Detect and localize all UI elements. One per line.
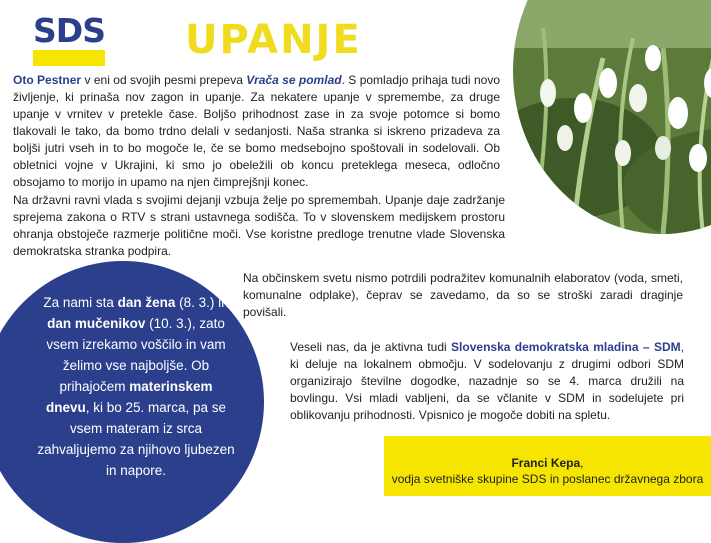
signature-name-line — [384, 456, 711, 471]
logo-text: SDS — [33, 11, 105, 50]
greeting-text — [36, 292, 236, 481]
womens-day: dan žena — [117, 295, 176, 310]
author-name: Oto Pestner — [13, 73, 82, 87]
page-title: UPANJE — [185, 17, 362, 63]
logo-yellow-bar — [33, 50, 105, 66]
signature-comma: , — [580, 456, 584, 470]
youth-paragraph — [290, 339, 684, 424]
greeting-t4: , ki bo 25. marca, pa se vsem materam iz srca zahvaljujemo za njihovo ljubezen in napore. — [37, 400, 235, 478]
martyrs-day: dan mučenikov — [47, 316, 146, 331]
municipal-paragraph: Na občinskem svetu nismo potrdili podražitev komunalnih elaboratov (voda, smeti, komunalne odplake), čeprav se zavedamo, da so se stroški zaradi draginje povišali. — [243, 271, 683, 319]
song-title: Vrača se pomlad — [246, 73, 342, 87]
sds-logo — [33, 11, 105, 66]
snowdrops-image — [513, 0, 711, 234]
signature-role: vodja svetniške skupine SDS in poslanec državnega zbora — [391, 472, 704, 486]
signature-name: Franci Kepa — [511, 456, 581, 470]
greeting-t3: (10. 3.), zato vsem izrekamo voščilo in vam želimo vse najboljše. Ob prihajočem — [46, 316, 226, 394]
intro-paragraph — [13, 72, 500, 191]
greeting-t2: (8. 3.) in — [175, 295, 229, 310]
snowdrops-photo — [513, 0, 711, 234]
youth-org-name: Slovenska demokratska mladina – SDM — [451, 340, 681, 354]
youth-text-b: , ki deluje na lokalnem območju. V sodelovanju z drugimi odbori SDM organizirajo številne dogodke, nazadnje so se 4. marca družili na bovlingu. Vsi mladi vabljeni, da se včlanite v SDM in sodelujete pri oblikovanju prihodnosti. Vpisnico je mogoče dobiti na spletu. — [290, 340, 684, 422]
greeting-t1: Za nami sta — [43, 295, 118, 310]
mothers-day: materinskem dnevu — [45, 379, 213, 415]
intro-text-a: v eni od svojih pesmi prepeva — [81, 73, 247, 87]
signature-box — [384, 436, 711, 496]
youth-text-a: Veseli nas, da je aktivna tudi — [290, 340, 452, 354]
intro-text-b: . S pomladjo prihaja tudi novo življenje, ki prinaša nov zagon in upanje. Za nekatere upanje v spremembe, za druge upanje v vrnitev v pretekle čase. Boljšo prihodnost zase in za svoje potomce si bomo tlakovali le tako, da bomo trdno delali v sedanjosti. Naša stranka si iskreno prizadeva za boljši jutri vseh in to bo mogoče le, če se bomo medsebojno spoštovali in sodelovali. Ob obletnici vojne v Ukrajini, ki smo jo obeležili ob koncu preteklega meseca, odločno obsojamo to morijo in upamo na njen čimprejšnji konec. — [13, 73, 500, 189]
national-paragraph: Na državni ravni vlada s svojimi dejanji vzbuja želje po spremembah. Upanje daje zadržanje sprejema zakona o RTV s strani ustavnega sodišča. To v slovenskem medijskem prostoru ohranja obstoječe razmerje politične moči. Vse koristne predloge trenutne vlade Slovenska demokratska stranka podpira. — [13, 193, 505, 258]
